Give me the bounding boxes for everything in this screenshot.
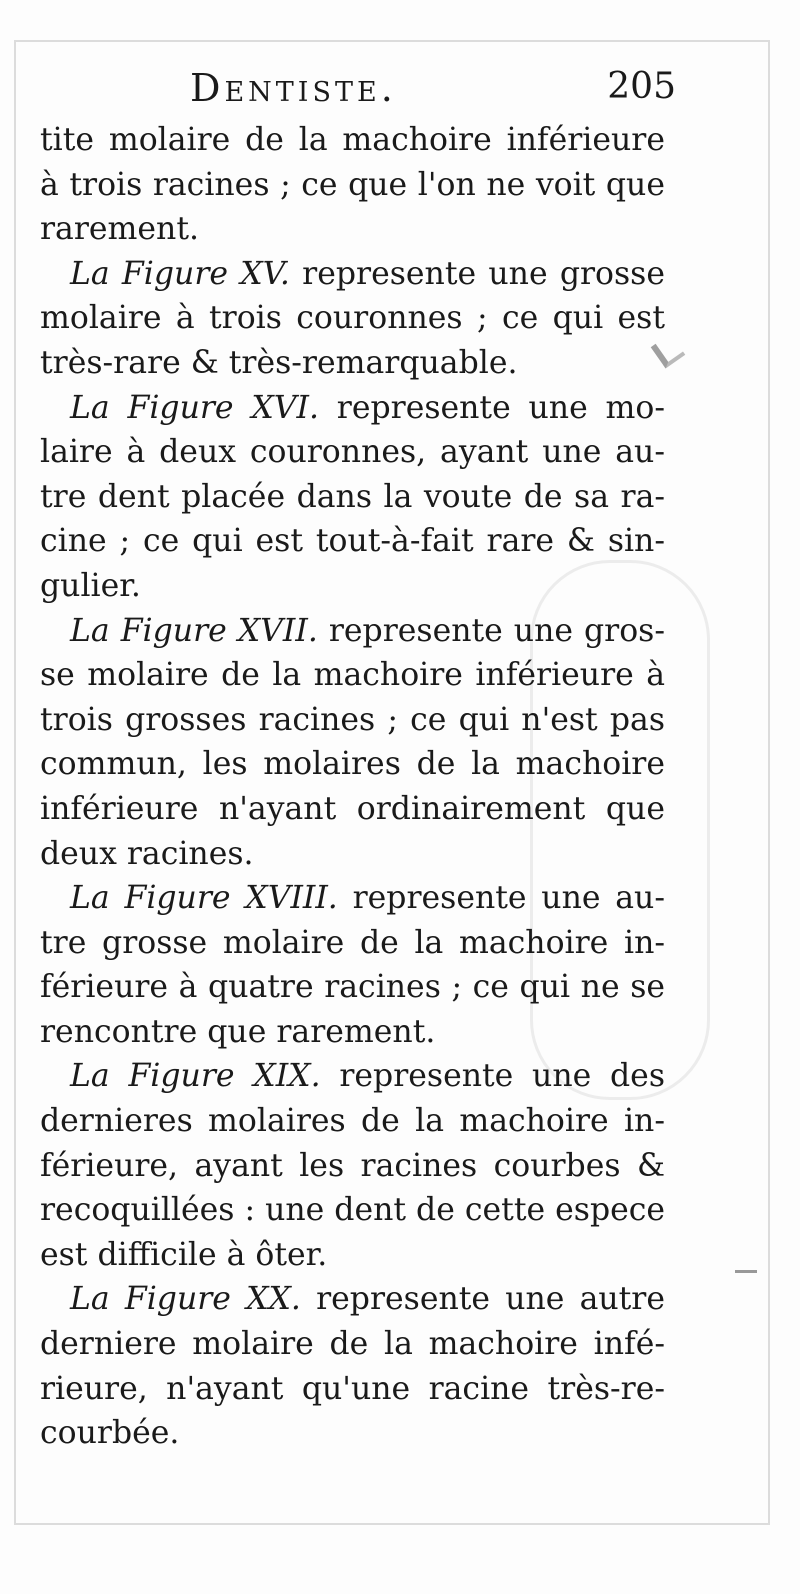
text-line: gulier. [40, 567, 141, 604]
text-line: La Figure XX. represente une autre [70, 1281, 665, 1318]
top-bleed-through [40, 2, 760, 26]
text-line: La Figure XIX. represente une des [70, 1058, 665, 1095]
text-line: est difficile à ôter. [40, 1236, 328, 1273]
figure-label: La Figure XVI. [70, 389, 319, 426]
text-line: rencontre que rarement. [40, 1013, 436, 1050]
text-line: férieure à quatre racines ; ce qui ne se [40, 969, 665, 1006]
text-line: molaire à trois couronnes ; ce qui est [40, 300, 665, 337]
page-number: 205 [607, 66, 676, 107]
text-line: inférieure n'ayant ordinairement que [40, 790, 665, 827]
figure-label: La Figure XV. [70, 255, 290, 292]
text-line: férieure, ayant les racines courbes & [40, 1147, 665, 1184]
text-line: tre grosse molaire de la machoire in- [40, 924, 665, 961]
text-line: La Figure XVIII. represente une au- [70, 880, 665, 917]
running-title: Dentiste. [190, 66, 397, 110]
text-line: commun, les molaires de la machoire [40, 746, 665, 783]
text-line: deux racines. [40, 835, 254, 872]
text-line: trois grosses racines ; ce qui n'est pas [40, 701, 665, 738]
text-line: derniere molaire de la machoire infé- [40, 1326, 665, 1363]
text-line: très-rare & très-remarquable. [40, 344, 518, 381]
text-line: La Figure XVII. represente une gros- [70, 612, 665, 649]
body-text [40, 118, 665, 1456]
text-line: cine ; ce qui est tout-à-fait rare & sin- [40, 523, 665, 560]
figure-label: La Figure XVIII. [70, 880, 338, 917]
margin-mark [735, 1270, 757, 1273]
text-line: La Figure XVI. represente une mo- [70, 389, 665, 426]
text-line: se molaire de la machoire inférieure à [40, 657, 665, 694]
text-line: dernieres molaires de la machoire in- [40, 1103, 665, 1140]
figure-label: La Figure XIX. [70, 1058, 321, 1095]
text-line: rarement. [40, 211, 200, 248]
page-header [40, 66, 676, 116]
text-line: recoquillées : une dent de cette espece [40, 1192, 665, 1229]
figure-label: La Figure XVII. [70, 612, 318, 649]
text-line: laire à deux couronnes, ayant une au- [40, 434, 665, 471]
text-line: tite molaire de la machoire inférieure [40, 122, 665, 158]
text-line: à trois racines ; ce que l'on ne voit que [40, 166, 665, 203]
text-line: tre dent placée dans la voute de sa ra- [40, 478, 665, 515]
figure-label: La Figure XX. [70, 1281, 301, 1318]
text-line: La Figure XV. represente une grosse [70, 255, 665, 292]
text-line: courbée. [40, 1415, 180, 1452]
text-line: rieure, n'ayant qu'une racine très-re- [40, 1370, 665, 1407]
